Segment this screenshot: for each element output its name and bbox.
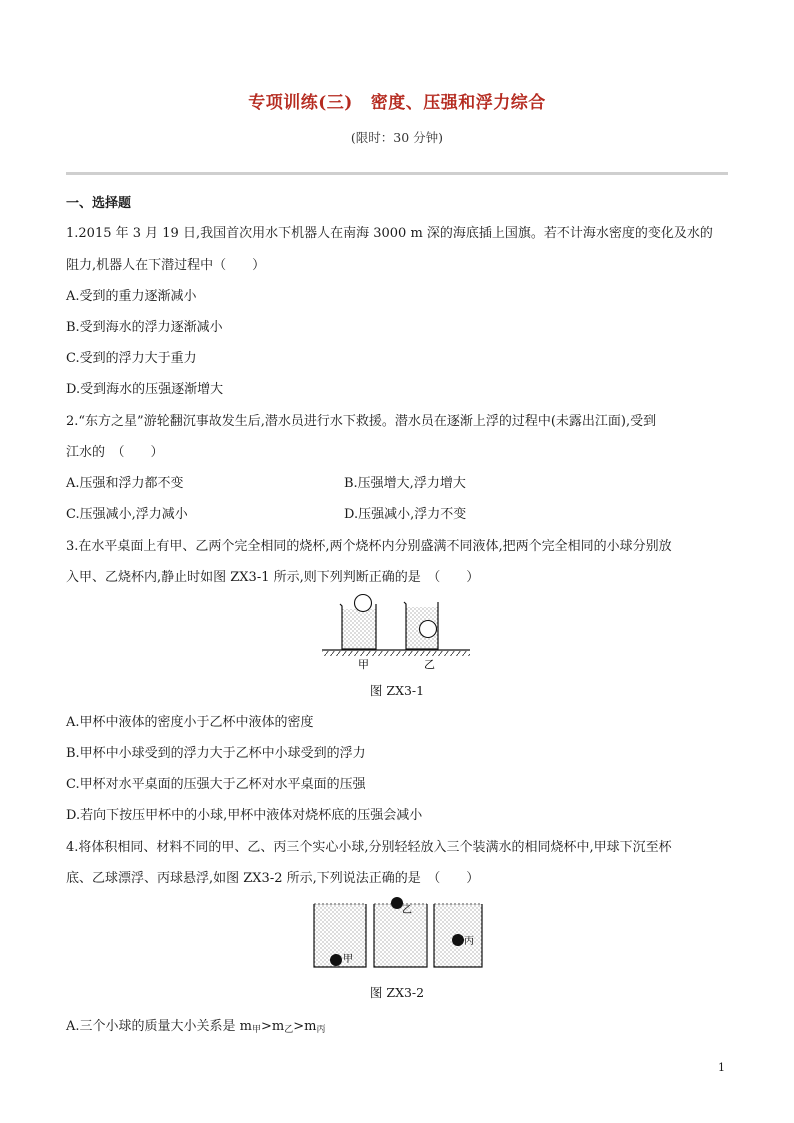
q1-option-b: B.受到海水的浮力逐渐减小	[66, 320, 223, 335]
divider	[66, 172, 728, 175]
section-heading: 一、选择题	[66, 196, 132, 211]
q3-stem-line1: 3.在水平桌面上有甲、乙两个完全相同的烧杯,两个烧杯内分别盛满不同液体,把两个完全相同的小球分别放	[66, 539, 672, 554]
beaker-3	[434, 904, 482, 967]
figure-zx3-1	[320, 590, 472, 672]
q3-stem-line2: 入甲、乙烧杯内,静止时如图 ZX3-1 所示,则下列判断正确的是 （ ）	[66, 570, 480, 585]
q4-stem-line1: 4.将体积相同、材料不同的甲、乙、丙三个实心小球,分别轻轻放入三个装满水的相同烧杯中,甲球下沉至杯	[66, 840, 672, 855]
q4-stem-line2: 底、乙球漂浮、丙球悬浮,如图 ZX3-2 所示,下列说法正确的是 （ ）	[66, 871, 480, 886]
ball-jia	[355, 595, 372, 612]
q1-option-c: C.受到的浮力大于重力	[66, 351, 197, 366]
q3-option-a: A.甲杯中液体的密度小于乙杯中液体的密度	[66, 715, 314, 730]
ball-jia	[330, 954, 342, 966]
label-jia: 甲	[358, 658, 369, 671]
beaker-yi	[404, 602, 438, 649]
ball-jia-label: 甲	[343, 954, 353, 965]
q1-option-a: A.受到的重力逐渐减小	[66, 289, 197, 304]
beaker-jia	[340, 595, 376, 650]
ball-yi	[420, 621, 437, 638]
beaker-1	[314, 904, 366, 967]
ball-yi-label: 乙	[402, 905, 412, 916]
figure-zx3-1-caption: 图 ZX3-1	[369, 683, 425, 698]
q4-option-a: A.三个小球的质量大小关系是 $m_甲>m_乙>m_丙$	[66, 1019, 326, 1035]
q2-option-d: D.压强减小,浮力不变	[344, 507, 467, 522]
q3-option-d: D.若向下按压甲杯中的小球,甲杯中液体对烧杯底的压强会减小	[66, 808, 423, 823]
q2-stem-line2: 江水的 （ ）	[66, 445, 164, 460]
q2-option-a: A.压强和浮力都不变	[66, 476, 184, 491]
ball-bing-label: 丙	[464, 936, 474, 947]
figure-zx3-2	[308, 895, 488, 971]
page-title	[0, 88, 794, 113]
page-number: 1	[718, 1061, 725, 1074]
figure-zx3-2-caption: 图 ZX3-2	[369, 985, 425, 1000]
q1-stem-line2: 阻力,机器人在下潜过程中（ ）	[66, 258, 266, 273]
q2-option-b: B.压强增大,浮力增大	[344, 476, 466, 491]
q3-option-b: B.甲杯中小球受到的浮力大于乙杯中小球受到的浮力	[66, 746, 366, 761]
q1-option-d: D.受到海水的压强逐渐增大	[66, 382, 224, 397]
q1-stem-line1: 1.2015 年 3 月 19 日,我国首次用水下机器人在南海 3000 m 深的海底插上国旗。若不计海水密度的变化及水的	[66, 226, 713, 241]
ball-bing	[452, 934, 464, 946]
q2-stem-line1: 2.“东方之星”游轮翻沉事故发生后,潜水员进行水下救援。潜水员在逐渐上浮的过程中(未露出江面),受到	[66, 414, 657, 429]
time-limit: (限时：30 分钟)	[350, 130, 444, 145]
beaker-2	[374, 897, 427, 967]
q2-option-c: C.压强减小,浮力减小	[66, 507, 188, 522]
title-topic: 密度、压强和浮力综合	[370, 93, 546, 113]
q3-option-c: C.甲杯对水平桌面的压强大于乙杯对水平桌面的压强	[66, 777, 366, 792]
label-yi: 乙	[424, 658, 435, 671]
title-series: 专项训练(三)	[248, 93, 353, 113]
